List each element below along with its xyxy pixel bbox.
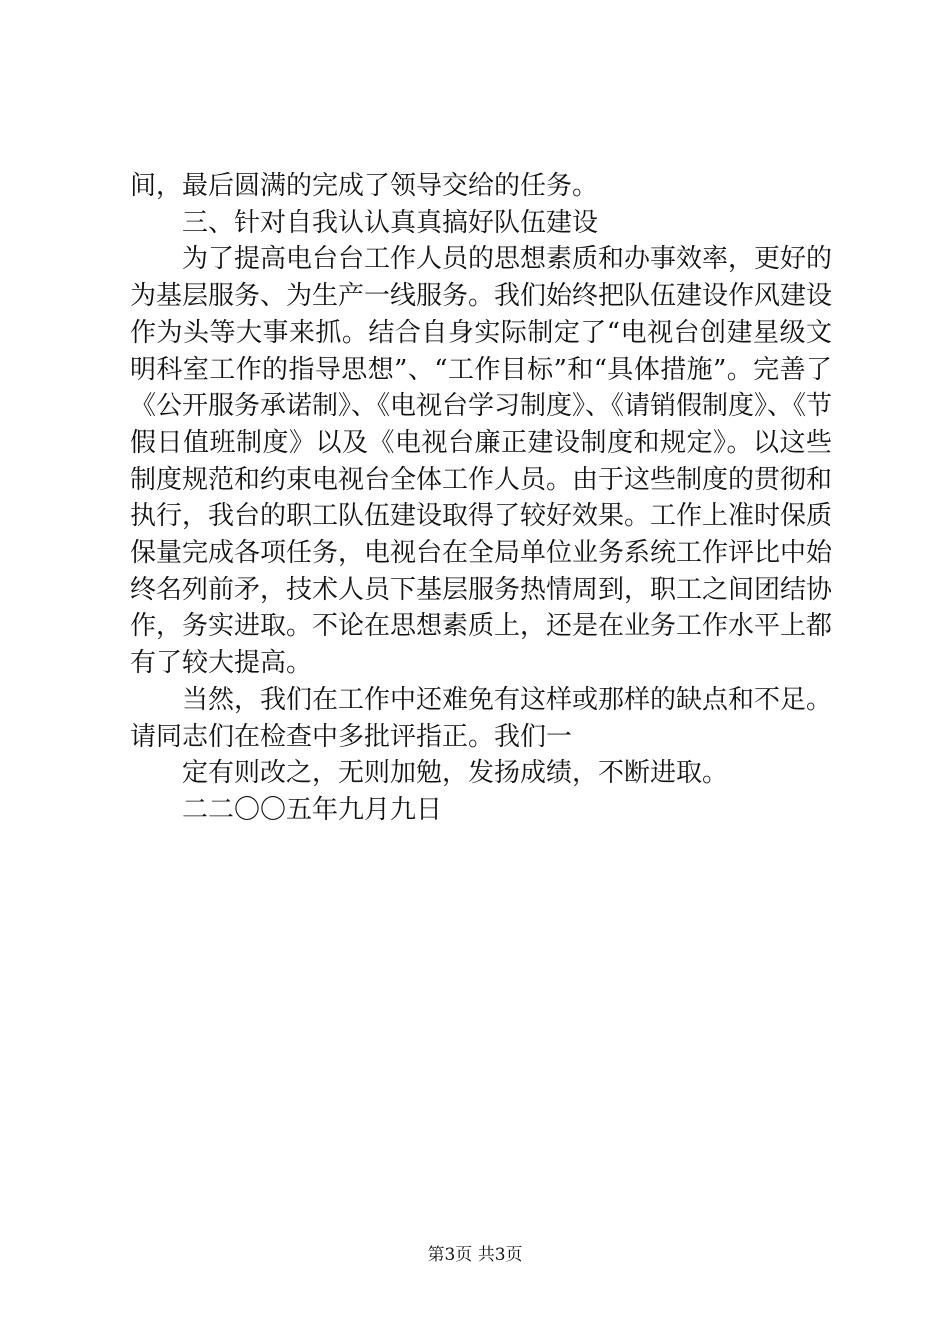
paragraph-closing: 定有则改之，无则加勉，发扬成绩，不断进取。 — [182, 758, 729, 789]
page-number-label: 第3页 共3页 — [427, 1245, 523, 1265]
paragraph-team-building: 为了提高电台台工作人员的思想素质和办事效率，更好的为基层服务、为生产一线服务。我们始终把队伍建设作风建设作为头等大事来抓。结合自身实际制定了“电视台创建星级文明科室工作的指导思想”、“工作目标”和“具体措施”。完善了《公开服务承诺制》、《电视台学习制度》、《请销假制度》、《节假日值班制度》以及《电视台廉正建设制度和规定》。以这些制度规范和约束电视台全体工作人员。由于这些制度的贯彻和执行，我台的职工队伍建设取得了较好效果。工作上准时保质保量完成各项任务，电视台在全局单位业务系统工作评比中始终名列前矛，技术人员下基层服务热情周到，职工之间团结协作，务实进取。不论在思想素质上，还是在业务工作水平上都有了较大提高。 — [130, 244, 833, 679]
page-footer — [0, 1244, 950, 1266]
section-heading: 三、针对自我认认真真搞好队伍建设 — [182, 207, 599, 238]
paragraph-shortcomings: 当然，我们在工作中还难免有这样或那样的缺点和不足。请同志们在检查中多批评指正。我们一 — [130, 684, 833, 752]
document-body — [130, 168, 832, 829]
paragraph-continuation: 间，最后圆满的完成了领导交给的任务。 — [130, 171, 599, 201]
document-date: 二二〇〇五年九月九日 — [182, 794, 443, 825]
